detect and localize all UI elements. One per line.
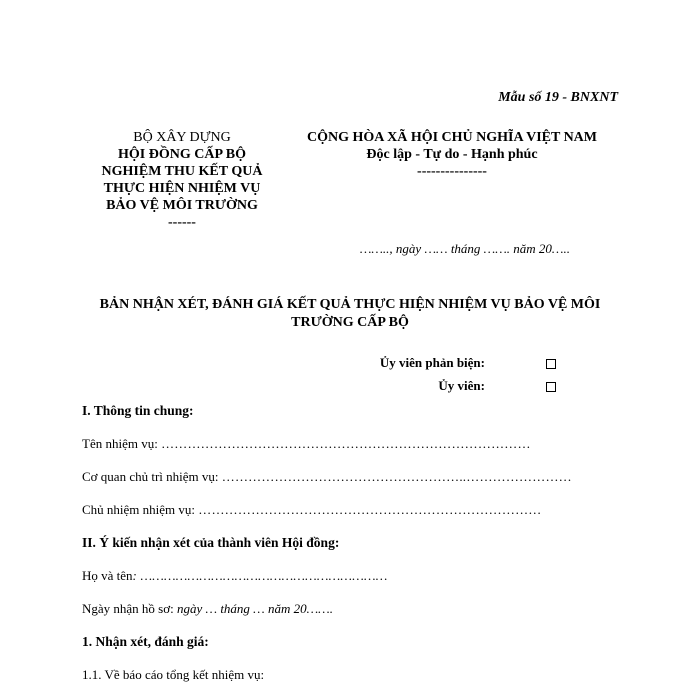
field-received-date-label: Ngày nhận hồ sơ: [82,601,177,616]
role-label-reviewer: Ủy viên phản biện: [379,355,485,370]
ministry-name: BỘ XÂY DỰNG [133,130,231,145]
date-line: …….., ngày …… tháng ……. năm 20….. [359,241,570,256]
field-full-name-blank[interactable]: : ……………………………………………………… [132,568,388,583]
national-motto: Độc lập - Tự do - Hạnh phúc [366,147,538,162]
council-name-line-3: THỰC HIỆN NHIỆM VỤ [103,181,261,196]
country-name: CỘNG HÒA XÃ HỘI CHỦ NGHĨA VIỆT NAM [306,130,597,145]
field-host-agency-label: Cơ quan chủ trì nhiệm vụ: [82,469,222,484]
subsection-final-report-label: 1.1. Về báo cáo tổng kết nhiệm vụ: [82,667,265,682]
section-general-info-heading: I. Thông tin chung: [82,403,194,418]
field-task-leader-label: Chủ nhiệm nhiệm vụ: [82,502,199,517]
field-task-name-label: Tên nhiệm vụ: [82,436,162,451]
member-checkbox[interactable] [546,382,556,392]
council-name-line-4: BẢO VỆ MÔI TRƯỜNG [106,198,258,213]
national-header [282,129,622,180]
field-task-name-blank[interactable]: ………………………………………………………………………… [161,436,531,451]
field-received-date [82,601,333,617]
field-full-name-label: Họ và tên [82,568,133,583]
council-name-line-1: HỘI ĐỒNG CẤP BỘ [118,147,246,162]
field-task-leader [82,502,541,518]
subsection-assessment-heading: 1. Nhận xét, đánh giá: [82,634,209,649]
field-received-date-blank[interactable]: ngày … tháng … năm 20……. [176,601,333,616]
right-header-separator: --------------- [417,164,487,179]
council-name-line-2: NGHIỆM THU KẾT QUẢ [101,164,263,179]
section-member-opinion-heading: II. Ý kiến nhận xét của thành viên Hội đồng: [82,535,340,550]
document-title: BẢN NHẬN XÉT, ĐÁNH GIÁ KẾT QUẢ THỰC HIỆN NHIỆM VỤ BẢO VỆ MÔI TRƯỜNG CẤP BỘ [99,297,601,330]
reviewer-checkbox[interactable] [546,359,556,369]
role-label-member: Ủy viên: [438,378,485,393]
left-header-separator: ------ [168,215,196,230]
field-task-name [82,436,531,452]
role-row-member [0,378,700,396]
field-full-name [82,568,387,584]
field-task-leader-blank[interactable]: …………………………………………………………………… [198,502,542,517]
field-host-agency [82,469,572,485]
form-number: Mẫu số 19 - BNXNT [498,90,618,105]
field-host-agency-blank[interactable]: ………………………………………………..…………………… [221,469,572,484]
issuing-authority-header [82,129,282,231]
role-row-reviewer [0,355,700,373]
